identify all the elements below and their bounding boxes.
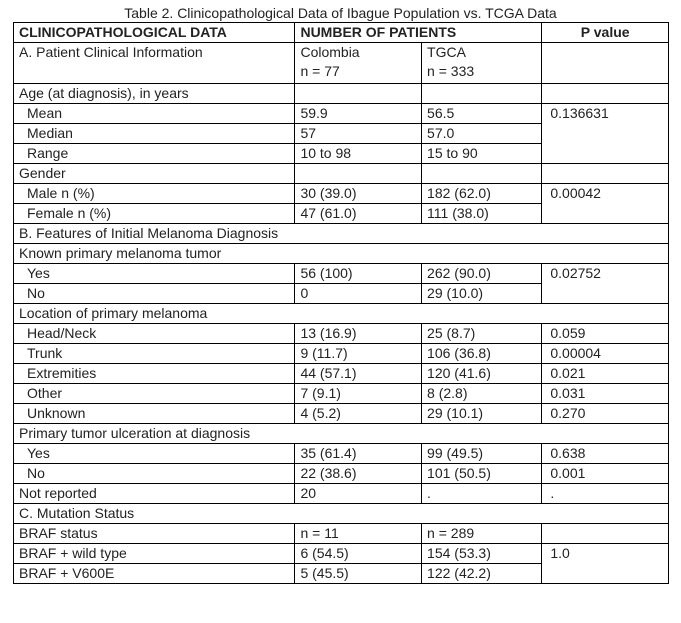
table-row [14,184,669,204]
colombia-value: 10 to 98 [295,144,422,164]
table-row [14,524,669,544]
age-heading: Age (at diagnosis), in years [14,84,295,104]
p-value: 0.031 [542,384,669,404]
ulceration-heading-row [14,424,669,444]
empty-cell [542,524,669,544]
table-row [14,344,669,364]
section-c-row [14,504,669,524]
table-row [14,404,669,424]
empty-cell [542,84,669,104]
tcga-value: . [422,484,542,504]
tcga-value: 15 to 90 [422,144,542,164]
p-value: 0.059 [542,324,669,344]
row-label: Mean [14,104,295,124]
header-row [14,23,669,43]
row-label: Trunk [14,344,295,364]
colombia-value: 56 (100) [295,264,422,284]
gender-heading: Gender [14,164,295,184]
colombia-value: 9 (11.7) [295,344,422,364]
colombia-value: 20 [295,484,422,504]
tcga-value: n = 289 [422,524,542,544]
row-label: Yes [14,264,295,284]
p-value: 0.638 [542,444,669,464]
colombia-value: 44 (57.1) [295,364,422,384]
known-primary-heading: Known primary melanoma tumor [14,244,669,264]
table-caption: Table 2. Clinicopathological Data of Ibague Population vs. TCGA Data [124,5,557,21]
colombia-value: 13 (16.9) [295,324,422,344]
header-clinicopathological-data: CLINICOPATHOLOGICAL DATA [14,23,295,43]
section-c-label: C. Mutation Status [14,504,669,524]
tcga-value: 262 (90.0) [422,264,542,284]
colombia-value: n = 11 [295,524,422,544]
tcga-value: 106 (36.8) [422,344,542,364]
empty-cell [542,164,669,184]
colombia-value: 4 (5.2) [295,404,422,424]
row-label: BRAF status [14,524,295,544]
table-row [14,444,669,464]
tcga-value: 29 (10.0) [422,284,542,304]
row-label: Unknown [14,404,295,424]
colombia-label: Colombia [300,44,360,60]
p-value: 0.021 [542,364,669,384]
p-value: 0.00004 [542,344,669,364]
row-label: BRAF + V600E [14,564,295,584]
section-b-label: B. Features of Initial Melanoma Diagnosis [14,224,669,244]
colombia-value: 22 (38.6) [295,464,422,484]
tcga-value: 120 (41.6) [422,364,542,384]
row-label: Not reported [14,484,295,504]
colombia-value: 6 (54.5) [295,544,422,564]
ulceration-heading: Primary tumor ulceration at diagnosis [14,424,669,444]
section-a-label: A. Patient Clinical Information [14,43,295,84]
empty-cell [295,84,422,104]
tcga-value: 122 (42.2) [422,564,542,584]
tcga-value: 111 (38.0) [422,204,542,224]
empty-cell [422,164,542,184]
colombia-value: 30 (39.0) [295,184,422,204]
row-label: Other [14,384,295,404]
tcga-label: TGCA [427,44,466,60]
tcga-value: 57.0 [422,124,542,144]
colombia-value: 47 (61.0) [295,204,422,224]
table-row [14,544,669,564]
tcga-value: 25 (8.7) [422,324,542,344]
colombia-group [295,43,422,84]
p-value: . [542,484,669,504]
known-primary-p-value: 0.02752 [542,264,669,304]
section-a-row [14,43,669,84]
empty-cell [422,84,542,104]
table-row [14,264,669,284]
tcga-value: 8 (2.8) [422,384,542,404]
location-heading-row [14,304,669,324]
tcga-value: 56.5 [422,104,542,124]
p-value: 0.270 [542,404,669,424]
location-heading: Location of primary melanoma [14,304,669,324]
colombia-value: 35 (61.4) [295,444,422,464]
colombia-value: 0 [295,284,422,304]
colombia-value: 7 (9.1) [295,384,422,404]
section-b-row [14,224,669,244]
row-label: Median [14,124,295,144]
known-primary-heading-row [14,244,669,264]
tcga-value: 29 (10.1) [422,404,542,424]
tcga-value: 154 (53.3) [422,544,542,564]
tcga-value: 182 (62.0) [422,184,542,204]
braf-p-value: 1.0 [542,544,669,584]
row-label: Range [14,144,295,164]
age-p-value: 0.136631 [542,104,669,164]
row-label: No [14,284,295,304]
tcga-value: 99 (49.5) [422,444,542,464]
row-label: Yes [14,444,295,464]
section-a-p-cell [542,43,669,84]
gender-p-value: 0.00042 [542,184,669,224]
table-row [14,464,669,484]
table-row [14,324,669,344]
header-number-of-patients: NUMBER OF PATIENTS [295,23,542,43]
tcga-n: n = 333 [427,63,475,79]
p-value: 0.001 [542,464,669,484]
tcga-group [422,43,542,84]
empty-cell [295,164,422,184]
table-row [14,384,669,404]
header-p-value: P value [542,23,669,43]
table-row [14,364,669,384]
table-row [14,484,669,504]
row-label: No [14,464,295,484]
gender-heading-row [14,164,669,184]
row-label: Male n (%) [14,184,295,204]
row-label: Female n (%) [14,204,295,224]
row-label: BRAF + wild type [14,544,295,564]
row-label: Extremities [14,364,295,384]
colombia-value: 5 (45.5) [295,564,422,584]
table-row [14,104,669,124]
row-label: Head/Neck [14,324,295,344]
colombia-n: n = 77 [300,63,340,79]
colombia-value: 59.9 [295,104,422,124]
colombia-value: 57 [295,124,422,144]
tcga-value: 101 (50.5) [422,464,542,484]
age-heading-row [14,84,669,104]
clinicopathological-table [13,22,669,584]
